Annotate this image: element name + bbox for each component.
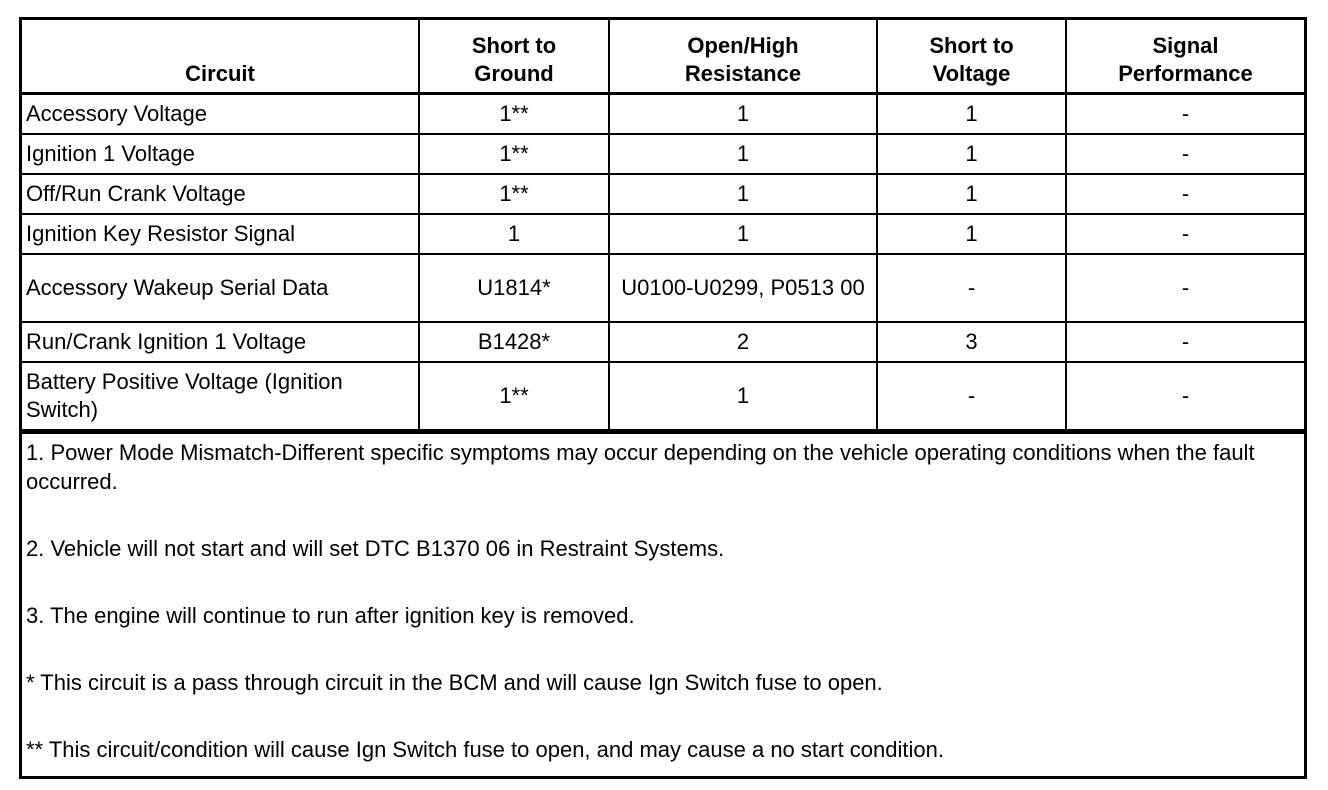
circuit-cell: Battery Positive Voltage (Ignition Switch) [22, 362, 419, 430]
open-high-resistance-cell: 2 [609, 322, 877, 362]
circuit-cell: Accessory Voltage [22, 94, 419, 135]
short-to-voltage-cell: - [877, 362, 1066, 430]
header-circuit [22, 20, 419, 94]
header-short-to-ground [419, 20, 609, 94]
open-high-resistance-cell: 1 [609, 174, 877, 214]
signal-performance-cell: - [1066, 322, 1304, 362]
footnotes [22, 431, 1304, 764]
table-header-row [22, 20, 1304, 94]
dtc-symptom-table-sheet [19, 17, 1307, 779]
short-to-voltage-cell: 1 [877, 94, 1066, 135]
short-to-ground-cell: 1** [419, 94, 609, 135]
circuit-cell: Accessory Wakeup Serial Data [22, 254, 419, 322]
header-short-to-ground-line2: Ground [474, 61, 554, 86]
footnote-double-asterisk: ** This circuit/condition will cause Ign Switch fuse to open, and may cause a no start condition. [26, 737, 944, 762]
footnote-single-asterisk: * This circuit is a pass through circuit in the BCM and will cause Ign Switch fuse to open. [26, 670, 883, 695]
table-row [22, 362, 1304, 430]
circuit-cell: Off/Run Crank Voltage [22, 174, 419, 214]
header-circuit-label: Circuit [185, 61, 255, 86]
open-high-resistance-cell: 1 [609, 362, 877, 430]
header-short-to-voltage-line2: Voltage [932, 61, 1011, 86]
open-high-resistance-cell: 1 [609, 134, 877, 174]
signal-performance-cell: - [1066, 362, 1304, 430]
short-to-voltage-cell: 1 [877, 174, 1066, 214]
table-row [22, 254, 1304, 322]
table-row [22, 134, 1304, 174]
header-open-high-resistance [609, 20, 877, 94]
signal-performance-cell: - [1066, 94, 1304, 135]
short-to-voltage-cell: 1 [877, 214, 1066, 254]
signal-performance-cell: - [1066, 174, 1304, 214]
short-to-ground-cell: U1814* [419, 254, 609, 322]
header-short-to-voltage-line1: Short to [929, 33, 1014, 58]
header-short-to-ground-line1: Short to [471, 33, 557, 58]
circuit-cell: Run/Crank Ignition 1 Voltage [22, 322, 419, 362]
circuit-cell: Ignition Key Resistor Signal [22, 214, 419, 254]
signal-performance-cell: - [1066, 214, 1304, 254]
short-to-ground-cell: 1** [419, 174, 609, 214]
short-to-voltage-cell: 1 [877, 134, 1066, 174]
short-to-ground-cell: 1** [419, 134, 609, 174]
short-to-voltage-cell: 3 [877, 322, 1066, 362]
open-high-resistance-cell: 1 [609, 214, 877, 254]
circuit-fault-table [22, 20, 1304, 431]
header-signal-performance [1066, 20, 1304, 94]
short-to-ground-cell: B1428* [419, 322, 609, 362]
table-row [22, 322, 1304, 362]
table-row [22, 174, 1304, 214]
short-to-ground-cell: 1** [419, 362, 609, 430]
table-row [22, 94, 1304, 135]
footnote-2: 2. Vehicle will not start and will set DTC B1370 06 in Restraint Systems. [26, 536, 725, 561]
circuit-cell: Ignition 1 Voltage [22, 134, 419, 174]
header-open-high-resistance-line1: Open/High [687, 33, 799, 58]
signal-performance-cell: - [1066, 134, 1304, 174]
header-open-high-resistance-line2: Resistance [684, 61, 802, 86]
table-row [22, 214, 1304, 254]
header-signal-performance-line1: Signal [1152, 33, 1219, 58]
open-high-resistance-cell: 1 [609, 94, 877, 135]
short-to-ground-cell: 1 [419, 214, 609, 254]
header-signal-performance-line2: Performance [1118, 61, 1253, 86]
signal-performance-cell: - [1066, 254, 1304, 322]
open-high-resistance-cell: U0100-U0299, P0513 00 [609, 254, 877, 322]
footnote-1: 1. Power Mode Mismatch-Different specific symptoms may occur depending on the vehicle operating conditions when the fault occurred. [26, 440, 1255, 494]
header-short-to-voltage [877, 20, 1066, 94]
footnote-3: 3. The engine will continue to run after ignition key is removed. [26, 603, 635, 628]
short-to-voltage-cell: - [877, 254, 1066, 322]
